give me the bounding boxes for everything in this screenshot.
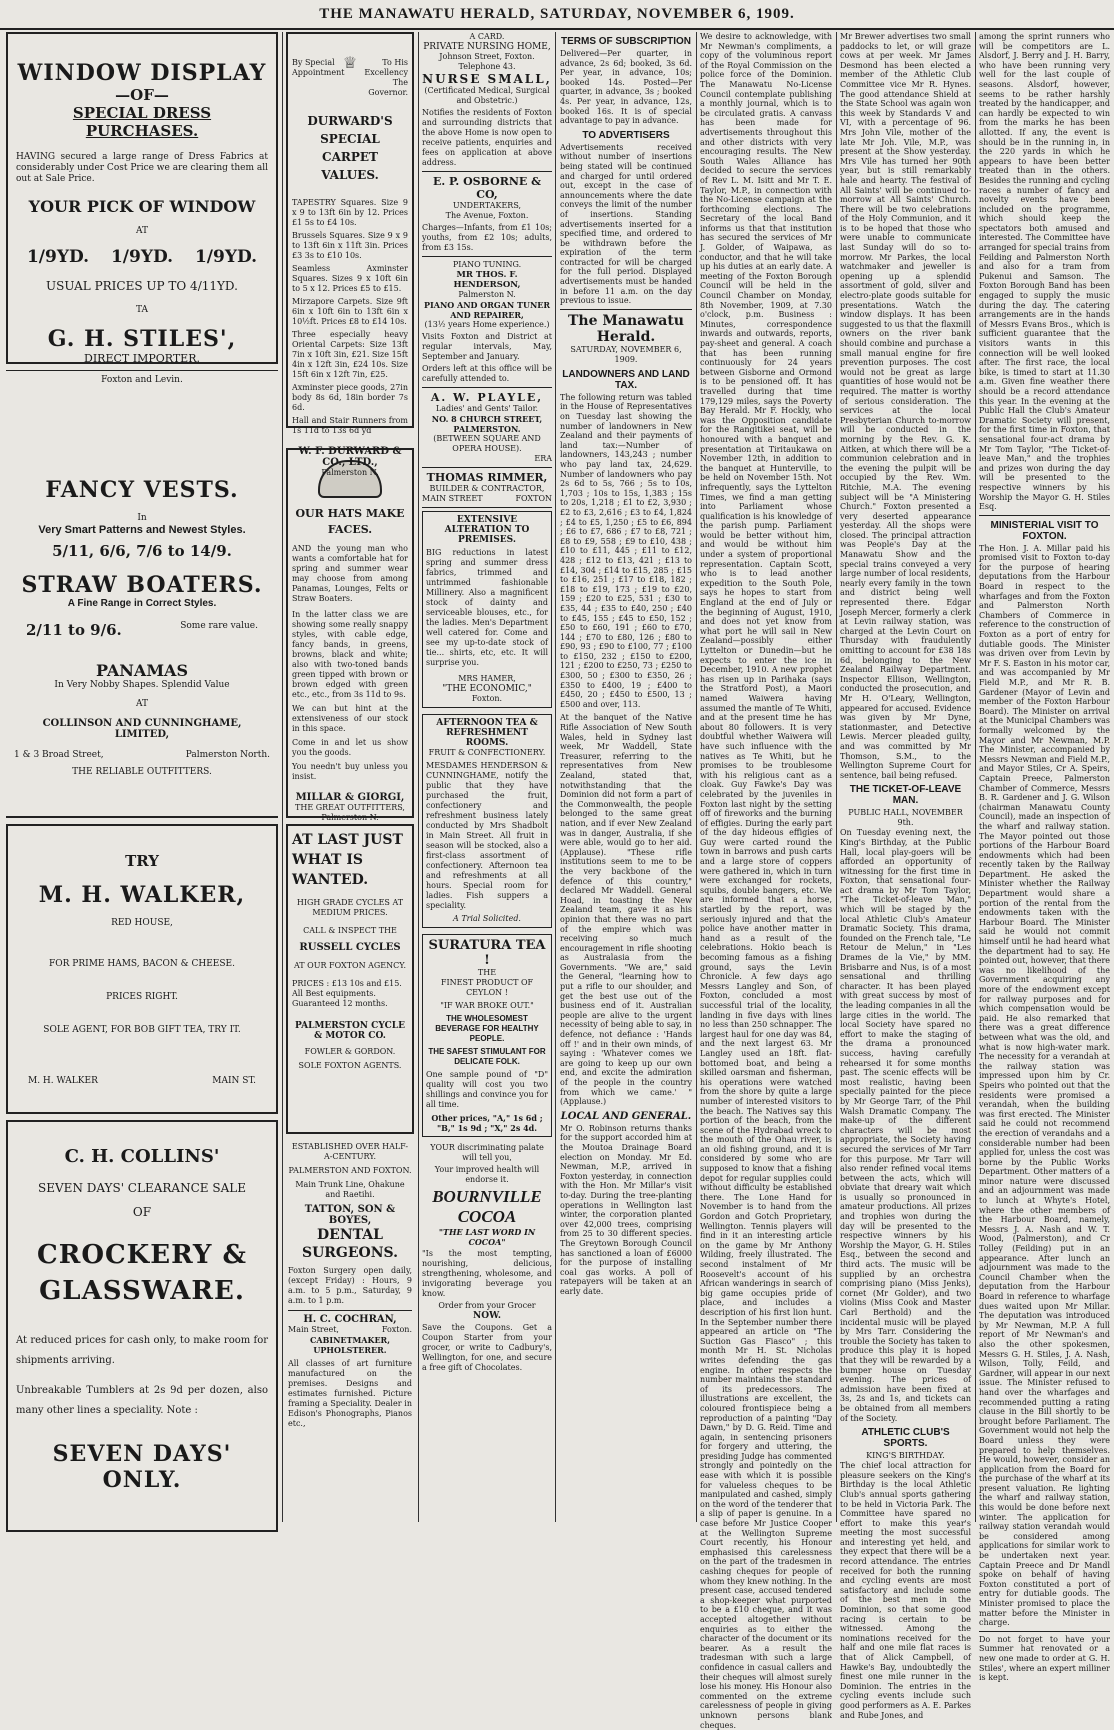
column-5 [700, 32, 832, 1730]
ad-firm: PALMERSTON CYCLE & MOTOR CO. [295, 1021, 405, 1041]
ad-body: "Is the most tempting, nourishing, delicious, strengthening, wholesome, and invigorating beverage you know. [422, 1249, 552, 1298]
local-body: Mr O. Robinson returns thanks for the support accorded him at the Moutoa Drainage Board election on Monday. Mr Ed. Newman, M.P., arrived in Foxton yesterday, in connection with the Hon. Mr Millar's visit to-day. During the tree-planting operations in Wellington last winter, the corporation planted over 42,000 trees, comprising from 25 to 30 different species. The Greytown Borough Council has sanctioned a loan of £6000 for the purpose of installing coal gas works. A poll of ratepayers will be taken at an early date. [560, 1123, 692, 1296]
ad-prices: Other prices, "A," 1s 6d ; "B," 1s 9d ; "X," 2s 4d. [431, 1113, 543, 1133]
ad-body: You needn't buy unless you insist. [292, 762, 408, 781]
ad-house: RED HOUSE, [111, 918, 173, 928]
column-6 [840, 32, 971, 1720]
walker-ad [6, 824, 278, 1114]
ad-shop: "THE ECONOMIC," [442, 684, 532, 694]
ad-item: Axminster piece goods, 27in body 8s 6d, 18in border 7s 6d. [292, 383, 408, 412]
ad-brand: BOURNVILLE COCOA [432, 1187, 542, 1226]
ad-sub: FRUIT & CONFECTIONERY. [428, 748, 546, 757]
ad-trade: CABINETMAKER, UPHOLSTERER. [310, 1335, 390, 1355]
subs-title: TERMS OF SUBSCRIPTION [560, 36, 691, 47]
ad-firm: MILLAR & GIORGI, [295, 792, 405, 803]
ad-city: Palmerston N. [321, 468, 379, 477]
window-display-ad [6, 32, 278, 385]
stiles-footer: Do not forget to have your Summer hat renovated or a new one made to order at G. H. Stiles', where an expert milliner is kept. [979, 1634, 1110, 1683]
ad-body: At reduced prices for cash only, to make room for shipments arriving. [16, 1335, 268, 1366]
ad-sole: SOLE FOXTON AGENTS. [298, 1061, 402, 1070]
ad-street: MAIN ST. [212, 1076, 256, 1086]
cocoa-ad [422, 1143, 552, 1373]
collins-ad [6, 1120, 278, 1532]
ad-city: Palmerston North. [185, 750, 270, 760]
ad-mid: Your improved health will endorse it. [434, 1165, 540, 1184]
ad-line: SOLE AGENT, FOR BOB GIFT TEA, TRY IT. [43, 1025, 241, 1035]
piano-title: PIANO TUNING. [452, 260, 522, 269]
piano-name: MR THOS. F. HENDERSON, [453, 270, 521, 290]
column-3 [422, 32, 552, 1375]
ad-pick: YOUR PICK OF WINDOW [28, 197, 256, 216]
price: 1/9YD. [110, 247, 174, 267]
ad-body: HAVING secured a large range of Dress Fabrics at considerably under Cost Price we are clearing them all out at Sale Price. [16, 152, 269, 184]
tea-rooms-ad [422, 714, 552, 928]
ad-place: Foxton and Levin. [101, 375, 183, 385]
ad-body: In the latter class we are showing some really snappy styles, with cable edge, fancy bands, in greens, browns, black and white; also with two-toned bands green tipped with brown or brown edged with green etc., etc., from 3s 11d to 9s. [292, 610, 408, 699]
ad-firm: M. H. WALKER, [38, 882, 246, 908]
cycles-ad [286, 824, 414, 1134]
appt-left: By Special Appointment [292, 58, 345, 77]
column-4 [560, 32, 692, 1296]
ad-item: TAPESTRY Squares. Size 9 x 9 to 13ft 6in by 12. Prices £1 5s to £4 10s. [292, 198, 408, 227]
dental-ad [286, 1140, 414, 1435]
osborne-trade: UNDERTAKERS, [452, 201, 522, 210]
ad-rare: Some rare value. [180, 621, 258, 631]
adv-body: Advertisements received without number of insertions being stated will be continued and charged for until ordered out, except in the case of announcements where the date conveys the limit of the number of insertions. Standing advertisements inserted for a specified time, and ordered to be withdrawn before the expiration of the term contracted for will be charged for the full period. Displayed advertisements must be handed in before 11 a.m. on the day previous to issue. [560, 142, 692, 306]
ad-item: Brussels Squares. Size 9 x 9 to 13ft 6in x 11ft 3in. Prices £3 3s to £10 10s. [292, 231, 408, 260]
ad-line: CALL & INSPECT THE [303, 926, 397, 935]
column-7 [979, 32, 1110, 1683]
ad-item: Seamless Axminster Squares. Sizes 9 x 10ft 6in to 5 x 12. Prices £5 to £15. [292, 264, 408, 293]
ad-street: Main Street, [288, 1325, 339, 1334]
ad-top: YOUR discriminating palate will tell you, [430, 1143, 544, 1162]
rimmer-name: THOMAS RIMMER, [426, 471, 548, 484]
ad-line: A Fine Range in Correct Styles. [67, 598, 217, 609]
ad-item: Hall and Stair Runners from 1s 11d to 13s 6d yd [292, 416, 408, 435]
ad-line: PRICES : £13 10s and £15. All Best equipments. Guaranteed 12 months. [292, 979, 402, 1008]
ad-firm: C. H. COLLINS' [64, 1146, 220, 1167]
ad-firm: H. C. COCHRAN, [303, 1314, 397, 1325]
playle-era: ERA [534, 454, 552, 463]
ad-order: Order from your Grocer [438, 1301, 536, 1310]
ad-row [14, 750, 270, 761]
ad-agents: FOWLER & GORDON. [304, 1047, 396, 1056]
ad-prices: 5/11, 6/6, 7/6 to 14/9. [52, 542, 232, 560]
ad-row [14, 621, 270, 639]
appt-right: To His Excellency The Governor. [364, 58, 408, 97]
ad-tag: THE RELIABLE OUTFITTERS. [72, 767, 212, 777]
ad-name: MRS HAMER, [458, 674, 516, 683]
ad-line: FINEST PRODUCT OF CEYLON ! [440, 978, 534, 997]
osborne-charges: Charges—Infants, from £1 10s; youths, from £2 10s; adults, from £3 15s. [422, 223, 552, 252]
ad-body: AND the young man who wants a comfortable hat for spring and summer wear may choose from among Panamas, Lounges, Felts or Straw Boaters. [292, 544, 408, 603]
ad-line: PRICES RIGHT. [106, 992, 178, 1002]
ticket-sub: PUBLIC HALL, NOVEMBER 9th. [848, 808, 963, 828]
ad-row [288, 1325, 412, 1335]
adv-title: TO ADVERTISERS [582, 129, 670, 141]
ad-hours: Foxton Surgery open daily, (except Friday) : Hours, 9 a.m. to 5 p.m., Saturday, 9 a.m. to 1 p.m. [288, 1266, 412, 1305]
rifle-body: At the banquet of the Native Rifle Association of New South Wales, held in Sydney last week, Mr Waddell, State Treasurer, referring to the representatives from New Zealand, stated that, notwithstanding that the Dominion did not form a part of the Commonwealth, the people belonged to the same great nation, and if ever New Zealand was in danger, Australia, if she were able, would go to her aid. (Applause). "These rifle institutions seem to me to be the very backbone of the defence of this country," declared Mr Waddell. General Hoad, in toasting the New Zealand team, gave it as his opinion that there was no part of the empire which was receiving so much encouragement in rifle shooting as Australasia from the Governments. "We are," said the General, "learning how to put a rifle to our shoulder, and get the best use out of the business end of it. Australian people are alive to the urgent necessity of being able to say, in defence, not defiance : 'Hands off !' and in their own minds, of saying : 'Whatever comes we are going to keep up our own end, and excite the admiration of the people in the country from which we came.' " (Applause.) [560, 713, 692, 1107]
ad-body: MESDAMES HENDERSON & CUNNINGHAME, notify the public that they have purchased the fruit, confectionery and refreshment business lately conducted by Mrs Shadbolt in Main Street. All fruit in season will be stocked, also a first-class assortment of confectionery. Afternoon tea and refreshments at all hours. Special room for ladies. Fish suppers a speciality. [426, 761, 548, 910]
sports-body-cont: among the sprint runners who will be competitors are L. Alsdorf, J. Berry and J. H. Barry, who have been running very well for the last couple of seasons. Alsdorf, however, seems to be rather harshly treated by the handicapper, and can hardly be expected to win from the marks he has been allotted. If any, the event is should be in the running in, in the 220 yards in which he appears to have been better treated than in the others. Besides the running and cycling races a number of fancy and novelty events have been included on the programme, which should keep the spectators both amused and interested. The Committee have arranged for special trains from Feilding and Palmerston North and also for a tram from Pukenui and Samson. The Foxton Borough Band has been engaged to supply the music during the day. The catering arrangements are in the hands of Messrs Evans Bros., which is sufficient guarantee that the visitors wants in this connection will be well looked after. The first race, the local bike, is timed to start at 11.30 a.m. Given fine weather there should be a record attendance this year. In the evening at the Public Hall the Club's Amateur Dramatic Society will present, for the first time in Foxton, that sensational four-act drama by Mr Tom Taylor, "The Ticket-of-leave Man," and the trophies and prizes won during the day will be presented to the respective winners by his Worship the Mayor G. H. Stiles Esq. [979, 32, 1110, 512]
ad-subtitle: SPECIAL DRESS PURCHASES. [72, 104, 212, 140]
ad-line: Very Smart Patterns and Newest Styles. [38, 524, 246, 536]
ad-body: Unbreakable Tumblers at 2s 9d per dozen, also many other lines a speciality. Note : [16, 1385, 268, 1416]
masthead: THE MANAWATU HERALD, SATURDAY, NOVEMBER 6, 1909. [0, 0, 1114, 30]
ad-tag: THE GREAT OUTFITTERS, [295, 803, 405, 812]
ad-name: M. H. WALKER [28, 1076, 98, 1086]
sports-head: ATHLETIC CLUB'S SPORTS. [861, 1427, 950, 1450]
rimmer-street: MAIN STREET [422, 494, 483, 503]
piano-orders: Orders left at this office will be carefully attended to. [422, 364, 552, 383]
ad-line: In Very Nobby Shapes. Splendid Value [54, 680, 230, 690]
ad-slogan: "THE LAST WORD IN COCOA" [438, 1227, 536, 1247]
ad-body: One sample pound of "D" quality will cost you two shillings and convince you for all time. [426, 1070, 548, 1109]
ad-prices [16, 247, 268, 267]
ticket-body: On Tuesday evening next, the King's Birthday, at the Public Hall, local play-goers will be afforded an opportunity of witnessing for the first time in Foxton, that sensational four-act drama by Mr Tom Taylor, "The Ticket-of-leave Man," which will be staged by the local Athletic Club's Amateur Dramatic Society. This drama, founded on the French tale, "Le Retour de Melun," in "Les Drames de la Vie," by MM. Brisbarre and Nus, is of a most sensational and thrilling character. It has been played with great success by most of the leading companies in all the large cities in the world. The local Society have spared no effort to make the staging of the drama a pronounced success, having carefully rehearsed it for some months past. The scenic effects will be most realistic, having been specially painted for the piece by Mr George Tarr, of the Phil Walsh Dramatic Company. The make-up of the different characters will be most appropriate, the Society having secured the services of Mr Tarr for this purpose. Mr Tarr will also render refined vocal items between the acts, which will obviate that dreary wait which is usually so pronounced in amateur productions. All prizes and trophies won during the day will be presented to the respective winners by his Worship the Mayor, G. H. Stiles Esq., between the second and third acts. The music will be supplied by an orchestra comprising piano (Miss Jenks), cornet (Mr Golder), and two violins (Miss Cook and Master Carl Berthold) and the incidental music will be played by Mrs Tarr. Considering the trouble the Society has taken to produce this play it is hoped that they will be rewarded by a bumper house on Tuesday evening. The prices of admission have been fixed at 3s, 2s and 1s, and tickets can be obtained from all members of the Society. [840, 828, 971, 1423]
ad-line: SEVEN DAYS' CLEARANCE SALE [38, 1181, 246, 1195]
ad-item: Mirzapore Carpets. Size 9ft 6in x 10ft 6in to 13ft 6in x 10½ft. Prices £8 to £14 10s. [292, 297, 408, 326]
ad-places: PALMERSTON AND FOXTON. [288, 1166, 412, 1175]
ad-title: STRAW BOATERS. [21, 572, 263, 598]
ad-city: Palmerston N. [321, 813, 379, 822]
ad-prices: 2/11 to 9/6. [26, 621, 122, 639]
rimmer-row [422, 494, 552, 504]
paper-date: SATURDAY, NOVEMBER 6, 1909. [570, 344, 682, 364]
news-body: We desire to acknowledge, with Mr Newman's compliments, a copy of the voluminous report of the Royal Commission on the police force of the Dominion. The Manawatu No-License Council contemplate publishing a monthly journal, which is to be circulated gratis. A canvass has been made for advertisements throughout this and other districts with very encouraging results. The New South Wales Alliance has decided to secure the services of Rev L. M. Isitt and Mr T. E. Taylor, M.P., in connection with the No-License campaign at the forthcoming elections. The Secretary of the local Band informs us that that institution has secured the services of Mr J. Golder, of Waipawa, as conductor, and that he will take up his duties at an early date. A meeting of the Foxton Borough Council will be held in the Council Chamber on Monday, 8th November, 1909, at 7.30 o'clock, p.m. Business : Minutes, correspondence inwards and outwards, reports, pay-sheet and general. A coach that has been running continuously for 24 years between Gisborne and Ormond is to be pensioned off. It has travelled during that time 179,129 miles, says the Poverty Bay Herald. Mr F. Hockly, who was the Opposition candidate for the Rangitikei seat, will be honoured with a banquet and presentation at Tiritaukawa on November 12th, in addition to the banquet at Hunterville, to be held on November 15th. Not infrequently, says the Lyttelton Times, we find a man getting into Parliament whose qualification is his knowledge of the parish pump. Parliament would be better without him, and would be without him under a system of proportional representation. Captain Scott, who is to lead another expedition to the South Pole, says he hopes to start from England at the end of July or the beginning of August, 1910, and does not yet know from what port he will sail in New Zealand—possibly either Lyttelton or Dunedin—but he expects to enter the ice in December, 1910. A new prophet has risen up in Parihaka (says the Stratford Post), a Maori named Waiwera having assumed the mantle of Te Whiti, and at the present time he has about 80 followers. It is very doubtful whether Waiwera will have such influence with the natives as Te Whiti, but he promises to be troublesome with his religious cant as a cloak. Guy Fawke's Day was celebrated by the juveniles in Foxton last night by the setting off of fireworks and the burning of effigies. During the early part of the day hideous effigies of Guy were carted round the town in barrows and push carts and a large store of coppers were gathered in, which in turn were exchanged for rockets, squibs, double bangers, etc. We are informed that a horse, startled by the report, was seriously injured and that the police have another matter in hand as a result of the celebrations. Hokio beach is becoming famous as a fishing ground, says the Levin Chronicle. A few days ago Messrs Langley and Son, of Foxton, concluded a most successful trial of the locality, landing in five days with lines no less than 250 schnapper. The largest haul for one day was 84, and the next largest 63. Mr Langley used an 18ft. flat-bottomed boat, and being a skilled oarsman and fisherman, his operations were watched from the shore by quite a large number of interested visitors to the beach. The Natives say this portion of the beach, from the scene of the Hydrabad wreck to the mouth of the Ohau river, is an old fishing ground, and it is considered by some who are supposed to know that a fishing depot for regular supplies could without difficulty be established there. The Lone Hand for November is to hand from the Gordon and Gotch Proprietary, Wellington. Tennis players will find in it an interesting article on the game by Mr Anthony Wilding, freely illustrated. The second instalment of Mr Roosevelt's account of his African wanderings in search of big game occupies pride of place, and includes a description of his first lion hunt. In the September number there appeared an article on "The Suction Gas Fiasco" ; this month Mr H. St. Nicholas writes defending the gas engine. In other respects the number maintains the standard of its predecessors. The illustrations are excellent, the coloured frontispiece being a reproduction of a painting "Day Dawn," by D. G. Reid. Time and again, in sentencing prisoners for forgery and uttering, the presiding Judge has commented strongly and pointedly on the ease with which it is possible for valueless cheques to be manipulated and cashed, simply on the word of the tenderer that a slip of paper is genuine. In a case before Mr Justice Cooper at the Wellington Supreme Court recently, his Honour emphasised this carelessness on the part of the tradesmen in cashing cheques for people of whom they knew nothing. In the present case, accused tendered a shop-keeper what purported to be a £10 cheque, and it was accepted altogether without enquiries as to either the character of the document or its bearer. As a result the tradesman with such a large confidence in casual callers and their cheques will almost surely lose his money. His Honour also commented on the extreme carelessness of people in giving unknown persons blank cheques. [700, 32, 832, 1730]
ad-firm: COLLINSON AND CUNNINGHAME, LIMITED, [42, 718, 242, 740]
rimmer-trade: BUILDER & CONTRACTOR, [429, 484, 545, 493]
landowners-head: LANDOWNERS AND LAND TAX. [562, 368, 690, 391]
ad-item: Three especially heavy Oriental Carpets: Size 13ft 7in x 10ft 3in, £21. Size 15ft 4in x 12ft 3in, £24 10s. Size 15ft 6in x 12ft 7in, £25. [292, 330, 408, 379]
ad-city: Foxton. [381, 1325, 412, 1334]
nursing-card: A CARD. [469, 32, 505, 41]
ad-now: NOW. [473, 1311, 501, 1321]
local-head: LOCAL AND GENERAL. [560, 1110, 692, 1122]
ticket-head: THE TICKET-OF-LEAVE MAN. [849, 784, 962, 807]
piano-city: Palmerston N. [458, 290, 516, 299]
ad-try: TRY [125, 852, 159, 870]
ad-coupons: Save the Coupons. Get a Coupon Starter from your grocer, or write to Cadbury's, Wellington, for one, and secure a free gift of Chocolates. [422, 1323, 552, 1372]
ad-title: PANAMAS [96, 661, 188, 680]
ad-of: OF [132, 1205, 152, 1219]
news-body: Mr Brewer advertises two small paddocks to let, or will graze cows at per week. Mr James Desmond has been elected a member of the Athletic Club Committee vice Mr R. Hynes. The good attendance Shield at the State School was again won this week by Standards V and VI, with a percentage of 96. Mrs John Vile, mother of the late Mr Joh. Vile, M.P., was present at the Show yesterday. Mrs Vile has turned her 90th year, but is still remarkably hale and hearty. The festival of All Saints' will be continued to-morrow at All Saints' Church. There will be two celebrations of the Holy Communion, and it is to be hoped that those who were unable to communicate last Sunday will do so to-morrow. Mr Parkes, the local watchmaker and jeweller is opening up a splendid assortment of gold, silver and electro-plate goods suitable for presentations. Watch the window displays. It has been suggested to us that the flaxmill owners on the river bank should combine and purchase a small manual engine for fire prevention purposes. The cost would not be great as large quantities of hose would not be required. The matter is worthy of serious consideration. The services at the local Presbyterian Church to-morrow will be conducted in the morning by the Rev. G. K. Aitken, at which there will be a communion celebration and in the evening the pulpit will be occupied by the Rev. Wm. Ritchie, M.A. The evening subject will be "A Ministering Church." Foxton presented a very deserted appearance yesterday. All the shops were closed. The principal attraction was People's Day at the Manawatu Show and the special trains conveyed a very large number of local residents, nearly every family in the town and district being well represented there. Edgar Joseph Mercer, formerly a clerk at Levin railway station, was charged at the Levin Court on Thursday with fraudulently omitting to account for £38 18s 6d, belonging to the New Zealand Railway Department. Inspector Ellison, Wellington, conducted the prosecution, and Mr H. O'Leary, Wellington, appeared for accused. Evidence was given by Mr Dyne, stationmaster, and Detective Lewis. Mercer pleaded guilty, and was committed by Mr Thomson, S.M., to the Wellington Supreme Court for sentence, bail being refused. [840, 32, 971, 780]
ad-line: AT OUR FOXTON AGENCY. [293, 961, 407, 970]
appt-row [292, 53, 408, 98]
price: 1/9YD. [194, 247, 258, 267]
playle-name: A. W. PLAYLE, [430, 391, 544, 404]
suratura-ad [422, 934, 552, 1137]
ad-row [16, 1076, 268, 1087]
ad-body: All classes of art furniture manufactured on the premises. Designs and estimates furnished. Picture framing a Speciality. Dealer in Edison's Phonographs, Pianos etc., [288, 1359, 412, 1428]
alteration-ad [422, 511, 552, 708]
ad-trial: A Trial Solicited. [453, 914, 521, 923]
osborne-firm: E. P. OSBORNE & CO, [432, 175, 542, 201]
ad-importer: DIRECT IMPORTER. [84, 352, 200, 365]
playle-between: (BETWEEN SQUARE AND OPERA HOUSE). [433, 434, 541, 453]
piano-trade: PIANO AND ORGAN TUNER AND REPAIRER, [423, 300, 550, 320]
ad-title: AT LAST JUST WHAT IS WANTED. [292, 832, 403, 888]
ad-title: SURATURA TEA ! [428, 938, 546, 968]
ministerial-head: MINISTERIAL VISIT TO FOXTON. [990, 519, 1099, 542]
rimmer-city: FOXTON [515, 494, 552, 503]
ad-line: HIGH GRADE CYCLES AT MEDIUM PRICES. [296, 898, 404, 917]
ad-body: Come in and let us show you the goods. [292, 738, 408, 757]
ad-line: THE SAFEST STIMULANT FOR DELICATE FOLK. [428, 1047, 546, 1066]
ad-title: EXTENSIVE ALTERATION TO PREMISES. [444, 515, 530, 545]
ad-footer: SEVEN DAYS' ONLY. [52, 1441, 232, 1493]
crest-icon: ♕ [342, 53, 358, 72]
ad-firm: TATTON, SON & BOYES, [304, 1204, 396, 1226]
ad-title: FANCY VESTS. [45, 477, 239, 503]
subs-body: Delivered—Per quarter, in advance, 2s 6d; booked, 3s 6d. Per year, in advance, 10s; booked 14s. Posted—Per quarter, in advance, 3s ; booked 4s. Per year, in advance, 12s, booked 16s. It is of special advantage to pay in advance. [560, 49, 692, 126]
ad-in: In [137, 513, 147, 523]
ad-quote: "IF WAR BROKE OUT." [440, 1001, 534, 1010]
paper-title: The Manawatu Herald. [568, 312, 684, 345]
column-1 [6, 32, 278, 1538]
osborne-addr: The Avenue, Foxton. [445, 211, 529, 220]
ad-est: ESTABLISHED OVER HALF-A-CENTURY. [291, 1142, 409, 1161]
ad-title: CROCKERY & GLASSWARE. [37, 1240, 247, 1306]
ad-title: OUR HATS MAKE FACES. [295, 507, 405, 536]
ad-title: DURWARD'S SPECIAL CARPET VALUES. [307, 114, 393, 182]
column-2 [286, 32, 414, 1435]
ad-city: Foxton. [471, 694, 503, 703]
ad-ta: TA [135, 305, 148, 315]
ad-line: FOR PRIME HAMS, BACON & CHEESE. [49, 959, 235, 969]
ad-body: We can but hint at the extensiveness of our stock in this space. [292, 704, 408, 733]
ad-usual: USUAL PRICES UP TO 4/11YD. [46, 279, 238, 293]
playle-addr: NO. 8 CHURCH STREET, PALMERSTON. [431, 414, 543, 434]
millar-giorgi-ad [286, 448, 414, 822]
ad-trunk: Main Trunk Line, Ohakune and Raetihi. [295, 1180, 405, 1199]
ad-at: AT [135, 226, 148, 236]
ad-title: WINDOW DISPLAY [17, 60, 267, 86]
ad-title: AFTERNOON TEA & REFRESHMENT ROOMS. [436, 718, 538, 748]
durward-ad [286, 32, 414, 477]
sports-sub: KING'S BIRTHDAY. [866, 1451, 945, 1461]
ad-firm: W. F. DURWARD & CO., LTD., [298, 446, 402, 468]
ad-of: —OF— [115, 86, 169, 104]
price: 1/9YD. [26, 247, 90, 267]
nursing-title: PRIVATE NURSING HOME, [423, 42, 551, 52]
fancy-vests-ad [6, 370, 278, 818]
ad-the: THE [477, 968, 497, 977]
nursing-addr: Johnson Street, Foxton. Telephone 43. [439, 52, 535, 71]
playle-trade: Ladies' and Gents' Tailor. [435, 404, 539, 413]
ad-body: BIG reductions in latest spring and summer dress fabrics, trimmed and untrimmed fashionable Millinery. Also a magnificent stock of dainty and serviceable blouses, etc., for the ladies. Men's Department well catered for. Come and see my up-to-date stock of tie... shirts, etc, etc. It will surprise you. [426, 548, 548, 667]
ministerial-body: The Hon. J. A. Millar paid his promised visit to Foxton to-day for the purpose of hearing deputations from the Harbour Board in respect to the wharfages and from the Foxton and Palmerston North Chambers of Commerce in reference to the construction of Foxton as a port of entry for dutiable goods. The Minister was driven over from Levin by Mr F. S. Easton in his motor car, and was accompanied by Mr Field M.P., and Mr R. B. Gardener (Mayor of Levin and member of the Foxton Harbour Board). The Minister on arrival at the Municipal Chambers was formally welcomed by the Mayor and Mr Newman, M.P. The Minister, accompanied by Messrs Newman and Field M.P., and Mayor Stiles, Cr A. Speirs, Captain Preece, Palmerston Chamber of Commerce, Messrs B. R. Gardener and J. G. Wilson (chairman Manawatu County Council), made an inspection of the wharf and railway station. The Mayor pointed out those portions of the Harbour Board endowments which had been recently taken by the Railway Department. He asked the Minister whether the Railway Department would share a portion of the rental from the endowments taken with the Harbour Board. The Minister said he would not commit himself until he had heard what the department had to say. He pointed out, however, that there was no likelihood of the Government acquiring any more of the endowment except for railway purposes and for which compensation would be paid. He also remarked that there was a great difference between what was the old, and what is now high-water mark. The necessity for a verandah at the railway station was impressed upon him by Cr. Speirs who pointed out that the residents were promised a verandah, when the building was first erected. The Minister said he could not recommend the erection of verandahs and a considerable number had been applied for, unless the cost was borne by the Public Works Department. Other matters of a minor nature were discussed and an adjournment was made to lunch at Whyte's Hotel, where the other members of the Harbour Board, namely, Messrs J. A. Nash and W. T. Wood, (Palmerston), and Cr Tolley (Feilding) put in an appearance. After lunch an adjournment was made to the Council Chamber when the deputation from the Harbour Board in reference to wharfage dues waited upon Mr Millar. The deputation was introduced by Mr Newman, M.P. A full report of Mr Newman's and also the other spokesmen, Messrs G. H. Stiles, J. A. Nash, Wilson, Tolly, Feild, and Gardner, will appear in our next issue. The Minister refused to hand over the wharfages and recommended putting a rating clause in the Bill shortly to be brought before Parliament. The Government would not help the Board unless they were prepared to help themselves. He would, however, consider an application from the Board for the purchase of the wharf at its present valuation. Re lighting the wharf and railway station, this would be done before next winter. The application for railway station verandah would be considered among applications for similar work to be undertaken next year. Captain Preece and Dr Mandl spoke on behalf of having Foxton constituted a port of entry for dutiable goods. The Minister promised to place the matter before the Minister in charge. [979, 543, 1110, 1628]
landowners-body: The following return was tabled in the House of Representatives on Tuesday last showing the number of landowners in New Zealand and their payments of land tax:—Number of landowners, 143,243 ; number who pay land tax, 24,629. Number of landowners who pay 2s 6d to 5s, 766 ; 5s to 10s, 1,703 ; 10s to 15s, 1,383 ; 15s to 20s, 1,218 ; £1 to £2, 3,930 ; £2 to £3, 2,616 ; £3 to £4, 1,824 ; £4 to £5, 1,250 ; £5 to £6, 894 ; £6 to £7, 686 ; £7 to £8, 721 ; £8 to £9, 558 ; £9 to £10, 438 ; £10 to £11, 445 ; £11 to £12, 428 ; £12 to £13, 421 ; £13 to £14, 304 ; £14 to £15, 285 ; £15 to £16, 251 ; £17 to £18, 182 ; £18 to £19, 173 ; £19 to £20, 159 ; £20 to £25, 531 ; £30 to £35, 44 ; £35 to £40, 250 ; £40 to £45, 155 ; £45 to £50, 152 ; £50 to £60, 191 ; £60 to £70, 144 ; £70 to £80, 126 ; £80 to £90, 93 ; £90 to £100, 77 ; £100 to £150, 232 ; £150 to £200, 121 ; £200 to £250, 73 ; £250 to £300, 50 ; £300 to £350, 26 ; £350 to £400, 19 ; £400 to £450, 20 ; £450 to £500, 13 ; £500 and over, 113. [560, 392, 692, 709]
nursing-cert: (Certificated Medical, Surgical and Obstetric.) [424, 86, 550, 105]
piano-body: Visits Foxton and District at regular intervals, May, September and January. [422, 332, 552, 361]
nursing-name: NURSE SMALL, [422, 72, 552, 86]
ad-at: AT [135, 699, 148, 709]
ad-title: DENTAL SURGEONS. [301, 1227, 399, 1261]
nursing-body: Notifies the residents of Foxton and surrounding districts that the above Home is now open to receive patients, enquiries and fees on application at above address. [422, 108, 552, 167]
ad-line: RUSSELL CYCLES [299, 942, 401, 953]
ad-addr: 1 & 3 Broad Street, [14, 750, 104, 760]
ad-firm: G. H. STILES', [47, 326, 237, 352]
piano-exp: (13½ years Home experience.) [424, 320, 550, 329]
ad-line: THE WHOLESOMEST BEVERAGE FOR HEALTHY PEOPLE. [435, 1014, 539, 1043]
sports-body: The chief local attraction for pleasure seekers on the King's Birthday is the local Athletic Club's annual sports gathering to be held in Victoria Park. The Committee have spared no effort to make this year's meeting the most successful and interesting yet held, and they expect that there will be a record attendance. The entries received for both the running and cycling events are most satisfactory and include some of the best men in the Dominion, so that some good racing is certain to be witnessed. Among the nominations received for the half and one mile flat races is that of Alick Campbell, of Hawke's Bay, undoubtedly the finest one mile runner in the Dominion. The entries in the cycling events include such good performers as A. E. Parkes and Rube Jones, and [840, 1461, 972, 1720]
